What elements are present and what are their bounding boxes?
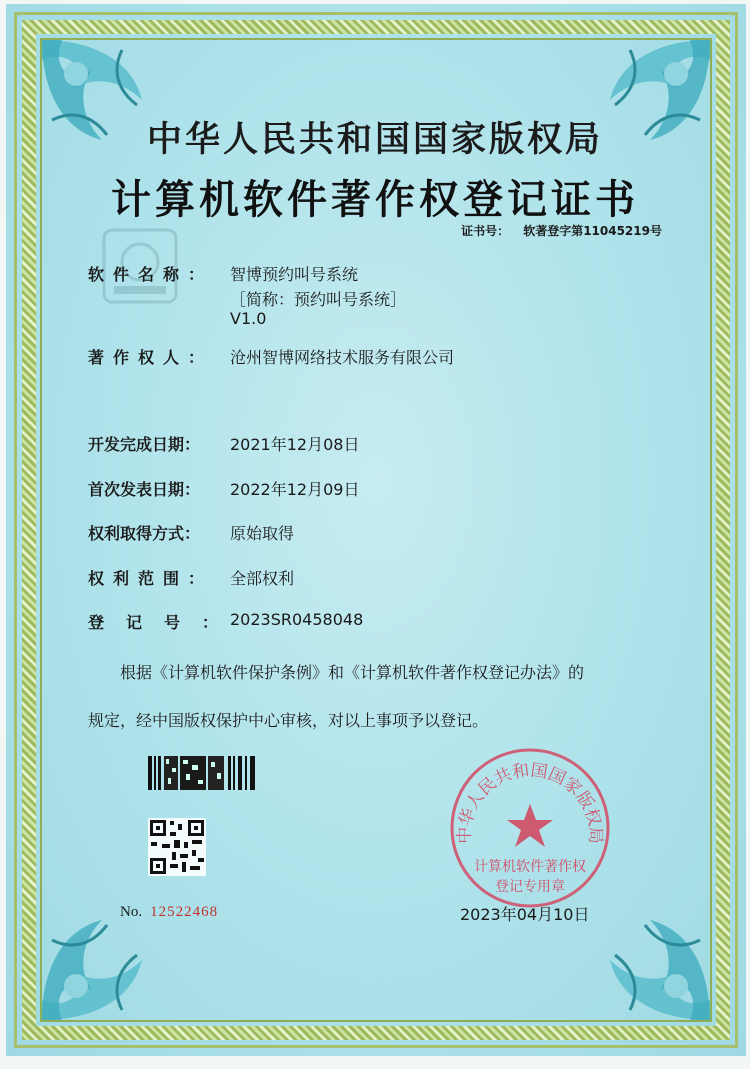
first-publish-value: 2022年12月09日 <box>230 480 360 499</box>
copyright-owner-label: 著作权人： <box>88 348 214 367</box>
cert-no-label: 证书号： <box>461 224 510 238</box>
issue-date: 2023年04月10日 <box>460 905 590 924</box>
rights-scope-value: 全部权利 <box>230 569 295 588</box>
statement-line-1: 根据《计算机软件保护条例》和《计算机软件著作权登记办法》的 <box>120 663 585 682</box>
seal-line-1: 计算机软件著作权 <box>474 859 586 875</box>
first-publish-label: 首次发表日期： <box>88 480 201 499</box>
software-name-value: 智博预约叫号系统 <box>230 265 359 284</box>
corner-ornament-bottom-right <box>600 910 720 1030</box>
qr-code <box>148 818 206 876</box>
rights-method-label: 权利取得方式： <box>88 524 201 543</box>
barcode <box>148 756 258 790</box>
authority-title: 中华人民共和国国家版权局 <box>146 119 603 160</box>
dev-complete-value: 2021年12月08日 <box>230 435 360 454</box>
reg-no-label: 登记号： <box>88 613 241 632</box>
document-title: 计算机软件著作权登记证书 <box>111 176 639 223</box>
corner-ornament-bottom-left <box>32 910 152 1030</box>
rights-scope-label: 权利范围： <box>88 569 214 588</box>
cert-no-value: 软著登字第11045219号 <box>523 224 662 238</box>
serial-prefix: No. <box>120 904 143 920</box>
dev-complete-label: 开发完成日期： <box>88 435 201 454</box>
seal-ring-text: 中华人民共和国国家版权局 <box>454 760 606 844</box>
software-short-name: ［简称：预约叫号系统］ <box>230 290 407 309</box>
software-version: V1.0 <box>230 309 267 328</box>
serial-value: 12522468 <box>150 904 219 920</box>
certificate-number <box>461 222 662 239</box>
serial-number <box>120 904 218 921</box>
seal-line-2: 登记专用章 <box>495 879 565 895</box>
statement-line-2: 规定，经中国版权保护中心审核，对以上事项予以登记。 <box>88 711 489 730</box>
copyright-owner-value: 沧州智博网络技术服务有限公司 <box>230 348 455 367</box>
rights-method-value: 原始取得 <box>230 524 295 543</box>
reg-no-value: 2023SR0458048 <box>230 610 364 629</box>
software-name-label: 软件名称： <box>88 265 214 284</box>
